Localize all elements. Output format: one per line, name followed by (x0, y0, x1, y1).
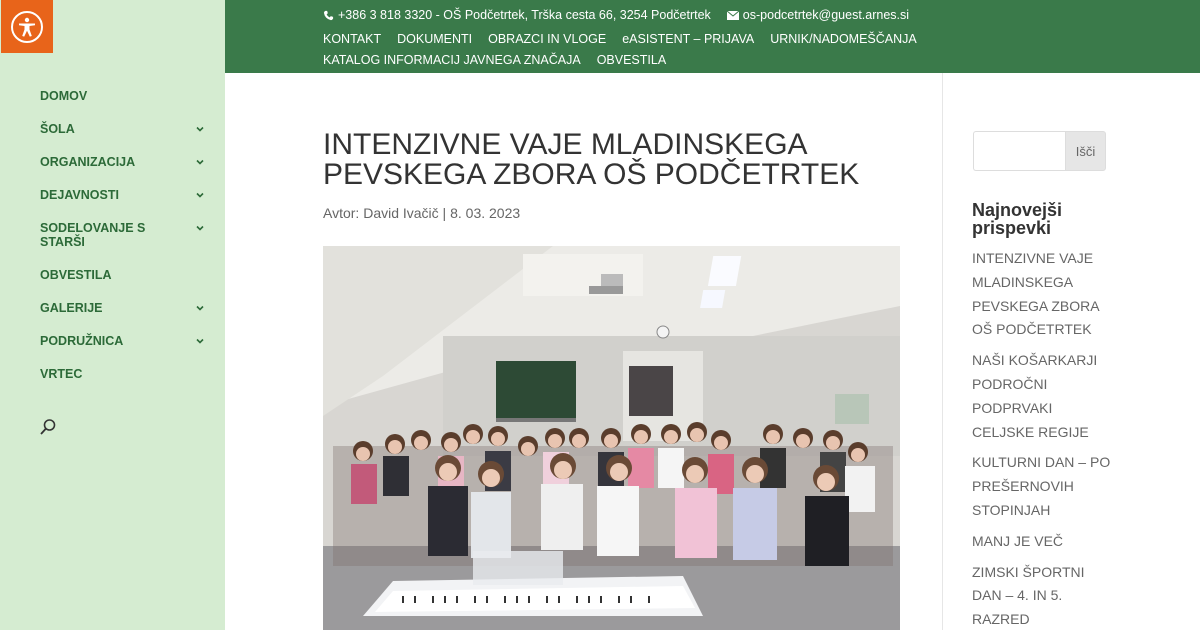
contact-info (323, 8, 909, 22)
choir-photo (323, 246, 900, 630)
mail-icon (727, 11, 739, 20)
sidebar-item-label: DOMOV (40, 89, 88, 103)
post-meta (323, 205, 520, 221)
recent-post-link[interactable]: MANJ JE VEČ (972, 532, 1064, 549)
sidebar-item-label: GALERIJE (40, 301, 103, 315)
top-header (225, 0, 1200, 73)
top-nav-item[interactable]: eASISTENT – PRIJAVA (622, 32, 755, 46)
search-button[interactable]: Išči (1065, 131, 1106, 171)
sidebar-nav (40, 88, 210, 400)
top-nav-item[interactable]: DOKUMENTI (397, 32, 473, 46)
sidebar-item-galerije[interactable] (40, 301, 210, 315)
sidebar-item-sodelovanje-s-starši[interactable] (40, 221, 210, 249)
top-nav (323, 29, 963, 71)
search-input[interactable] (973, 131, 1065, 171)
phone-info[interactable] (323, 8, 711, 22)
chevron-down-icon[interactable] (194, 189, 206, 201)
top-nav-item[interactable]: KATALOG INFORMACIJ JAVNEGA ZNAČAJA (323, 53, 581, 67)
content-divider (942, 73, 943, 630)
sidebar-item-domov[interactable] (40, 88, 210, 103)
recent-post-link[interactable]: ZIMSKI ŠPORTNI DAN – 4. IN 5. RAZRED (972, 563, 1085, 628)
chevron-down-icon[interactable] (194, 222, 206, 234)
sidebar-item-label: ORGANIZACIJA (40, 155, 136, 169)
sidebar-item-podružnica[interactable] (40, 334, 210, 348)
sidebar-item-label: DEJAVNOSTI (40, 188, 119, 202)
chevron-down-icon[interactable] (194, 302, 206, 314)
sidebar-item-label: ŠOLA (40, 122, 75, 136)
accessibility-button[interactable] (1, 0, 53, 53)
sidebar-item-organizacija[interactable] (40, 155, 210, 169)
sidebar-item-label: PODRUŽNICA (40, 334, 124, 348)
recent-post-link[interactable]: KULTURNI DAN – PO PREŠERNOVIH STOPINJAH (972, 454, 1111, 518)
post-date: 8. 03. 2023 (450, 205, 521, 221)
chevron-down-icon[interactable] (194, 156, 206, 168)
phone-text: +386 3 818 3320 - OŠ Podčetrtek, Trška cesta 66, 3254 Podčetrtek (338, 8, 711, 22)
post-title: INTENZIVNE VAJE MLADINSKEGA PEVSKEGA ZBORA OŠ PODČETRTEK (323, 128, 860, 191)
sidebar-item-label: VRTEC (40, 367, 83, 381)
meta-prefix: Avtor: (323, 205, 364, 221)
left-sidebar (0, 0, 225, 630)
top-nav-item[interactable]: OBRAZCI IN VLOGE (488, 32, 607, 46)
email-info[interactable] (727, 8, 909, 22)
sidebar-item-obvestila[interactable] (40, 268, 210, 282)
sidebar-item-label: SODELOVANJE S STARŠI (40, 221, 146, 249)
top-nav-item[interactable]: KONTAKT (323, 32, 382, 46)
meta-separator: | (438, 205, 451, 221)
top-nav-item[interactable]: OBVESTILA (596, 53, 667, 67)
email-text: os-podcetrtek@guest.arnes.si (742, 8, 910, 22)
search-icon[interactable] (39, 418, 59, 438)
sidebar-search (973, 131, 1106, 171)
sidebar-item-label: OBVESTILA (40, 268, 112, 282)
author-link[interactable]: David Ivačič (363, 205, 439, 221)
sidebar-item-šola[interactable] (40, 122, 210, 136)
recent-posts-title: Najnovejši prispevki (972, 200, 1063, 238)
accessibility-icon (11, 11, 43, 43)
recent-post-link[interactable]: INTENZIVNE VAJE MLADINSKEGA PEVSKEGA ZBORA OŠ PODČETRTEK (972, 250, 1099, 338)
sidebar-item-vrtec[interactable] (40, 367, 210, 381)
chevron-down-icon[interactable] (194, 123, 206, 135)
phone-icon (323, 10, 334, 21)
recent-posts-list (972, 247, 1112, 630)
top-nav-item[interactable]: URNIK/NADOMEŠČANJA (770, 32, 917, 46)
recent-post-link[interactable]: NAŠI KOŠARKARJI PODROČNI PODPRVAKI CELJSKE REGIJE (972, 352, 1098, 440)
chevron-down-icon[interactable] (194, 335, 206, 347)
sidebar-item-dejavnosti[interactable] (40, 188, 210, 202)
